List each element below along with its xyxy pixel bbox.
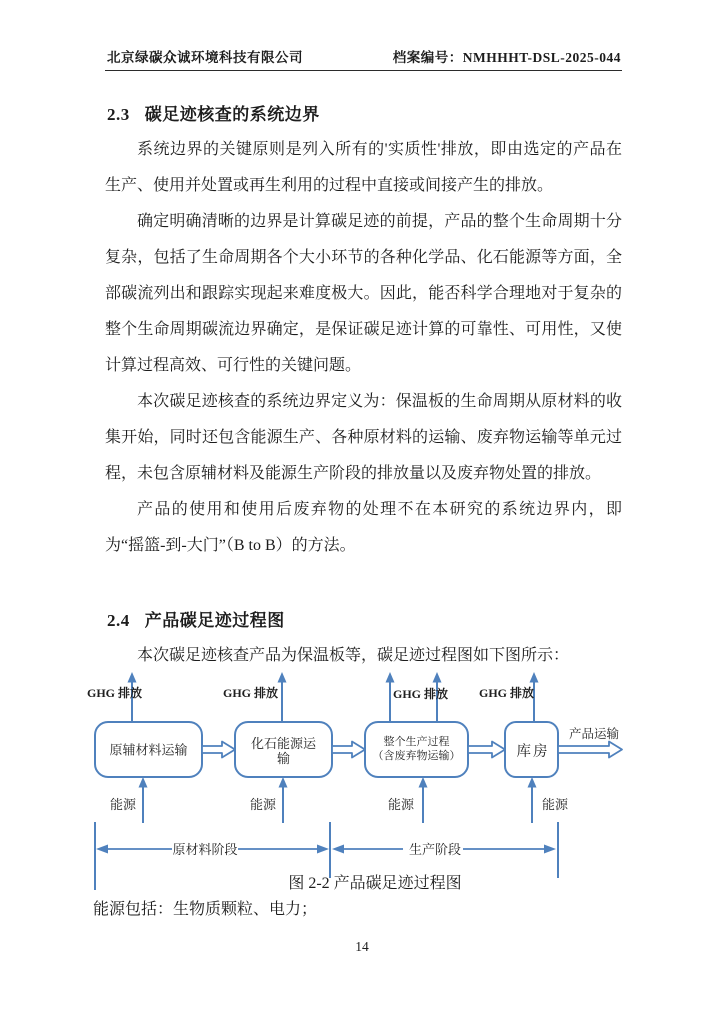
paragraph: 系统边界的关键原则是列入所有的'实质性'排放，即由选定的产品在生产、使用并处置或再生利用的过程中直接或间接产生的排放。	[105, 141, 622, 194]
section-heading-2-4	[107, 606, 285, 631]
flow-arrow	[332, 742, 365, 758]
energy-arrow	[419, 777, 428, 823]
paragraph: 确定明确清晰的边界是计算碳足迹的前提，产品的整个生命周期十分复杂，包括了生命周期各个大小环节的各种化学品、化石能源等方面，全部碳流列出和跟踪实现起来难度极大。因此，能否科学合理地对于复杂的整个生命周期碳流边界确定，是保证碳足迹计算的可靠性、可用性，又使计算过程高效、可行性的关键问题。	[105, 213, 622, 374]
process-box-label: 输	[276, 751, 291, 766]
file-number-value: NMHHHT-DSL-2025-044	[462, 50, 621, 65]
stage-span-raw-material	[96, 842, 329, 857]
ghg-emission-label: GHG 排放	[87, 686, 143, 700]
section-title: 碳足迹核查的系统边界	[144, 105, 320, 124]
energy-label: 能源	[250, 797, 277, 812]
ghg-emission-label: GHG 排放	[223, 686, 279, 700]
energy-arrow	[139, 777, 148, 823]
process-box-label: 整个生产过程	[383, 736, 450, 748]
product-transport-label: 产品运输	[569, 727, 620, 741]
energy-arrow	[528, 777, 537, 823]
ghg-arrow	[278, 672, 287, 722]
paragraph: 本次碳足迹核查的系统边界定义为：保温板的生命周期从原材料的收集开始，同时还包含能源生产、各种原材料的运输、废弃物运输等单元过程，未包含原辅材料及能源生产阶段的排放量以及废弃物处置的排放。	[105, 393, 622, 482]
section-number: 2.3	[107, 105, 130, 124]
header-file-number	[393, 46, 621, 66]
energy-label: 能源	[542, 797, 569, 812]
process-box-label: 化石能源运	[250, 736, 317, 751]
header-divider	[105, 70, 622, 71]
section-number: 2.4	[107, 611, 130, 630]
figure-caption: 图 2-2 产品碳足迹过程图	[288, 875, 462, 892]
file-number-label: 档案编号：	[392, 50, 463, 65]
stage-span-production	[332, 842, 556, 857]
stage-label: 原材料阶段	[172, 842, 238, 857]
paragraph: 产品的使用和使用后废弃物的处理不在本研究的系统边界内，即为“摇篮-到-大门”（B to B）的方法。	[105, 501, 622, 554]
flow-arrow	[202, 742, 235, 758]
stage-label: 生产阶段	[408, 842, 462, 857]
section-title: 产品碳足迹过程图	[144, 611, 285, 630]
process-box-label: 库房	[516, 744, 550, 760]
carbon-footprint-process-diagram	[85, 665, 645, 900]
section-2-3-body	[105, 132, 622, 564]
ghg-emission-label: GHG 排放	[393, 687, 449, 701]
ghg-emission-label: GHG 排放	[479, 686, 535, 700]
energy-arrow	[279, 777, 288, 823]
product-output-arrow	[558, 742, 622, 758]
paragraph: 本次碳足迹核查产品为保温板等，碳足迹过程图如下图所示：	[137, 647, 570, 664]
energy-label: 能源	[388, 797, 415, 812]
figure-note: 能源包括：生物质颗粒、电力；	[93, 901, 318, 918]
flow-arrow	[468, 742, 505, 758]
process-box-label: 原辅材料运输	[109, 742, 188, 758]
section-heading-2-3	[107, 100, 320, 125]
page-number: 14	[355, 939, 369, 954]
energy-label: 能源	[110, 797, 137, 812]
header-company: 北京绿碳众诚环境科技有限公司	[107, 50, 303, 65]
process-box-label: （含废弃物运输）	[372, 750, 461, 762]
